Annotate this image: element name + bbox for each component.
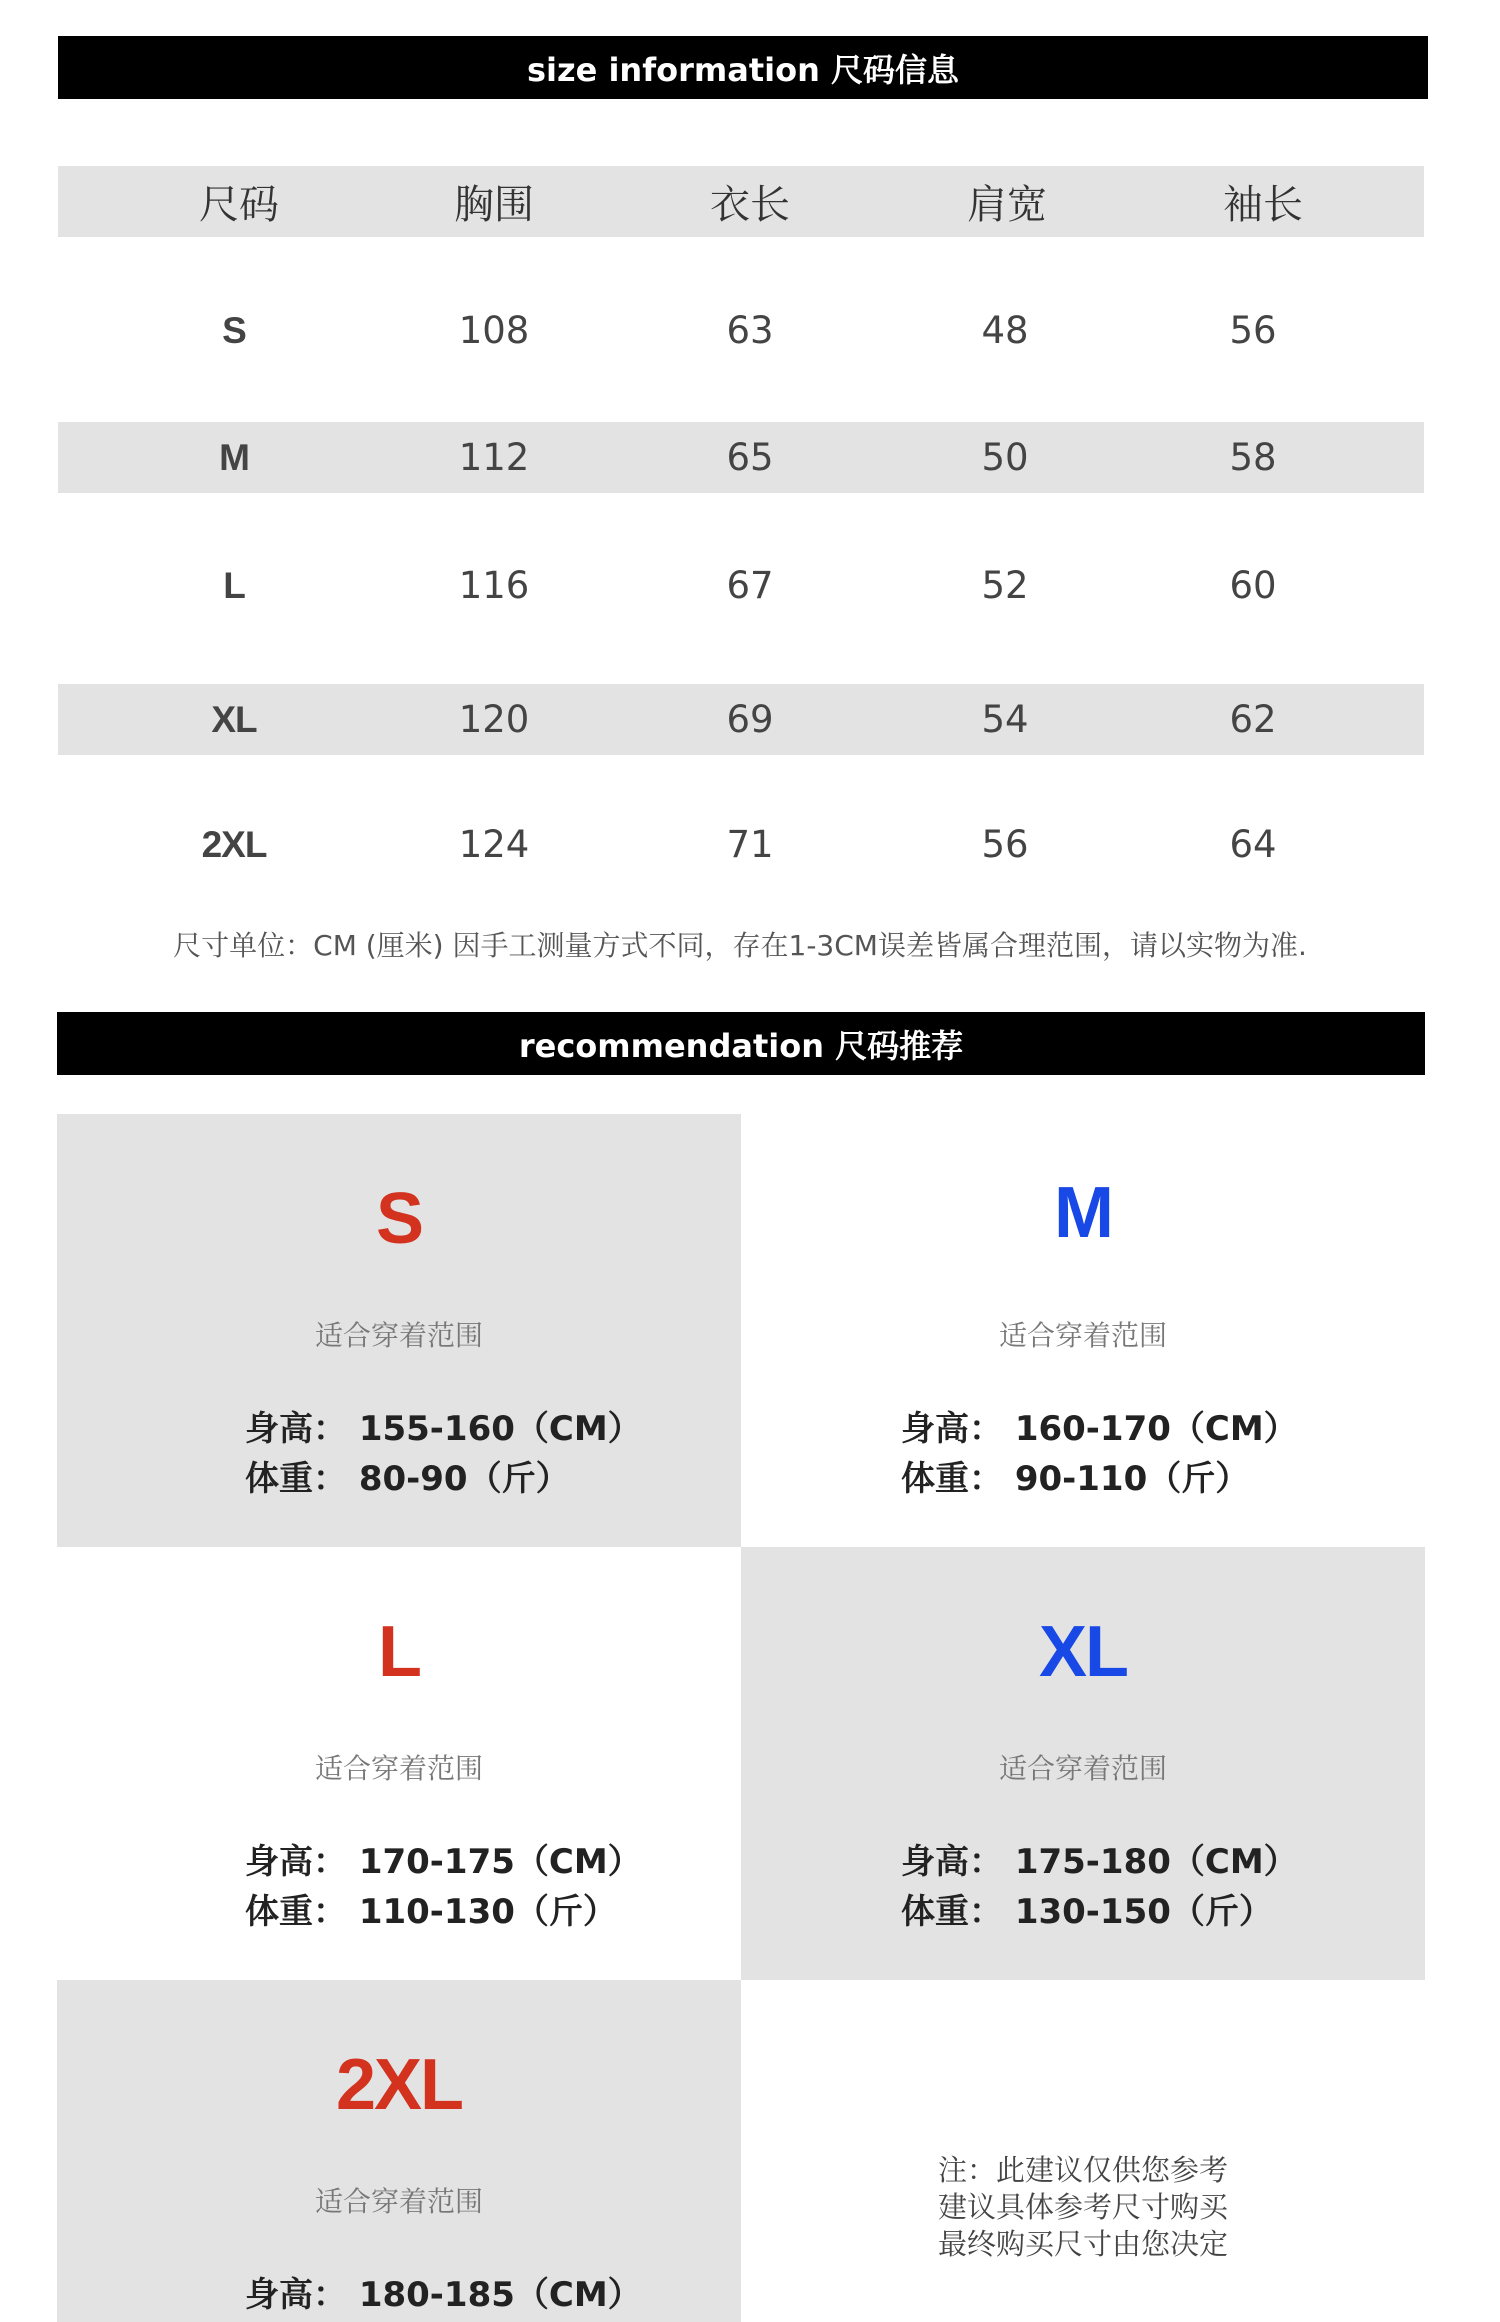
advice-line: 最终购买尺寸由您决定 xyxy=(937,2227,1228,2261)
recommendation-card-2xl xyxy=(57,1980,741,2322)
size-information-banner xyxy=(58,36,1428,99)
advice-note-card xyxy=(741,1980,1425,2322)
weight-range: 体重： 80-90（斤） xyxy=(245,1459,570,1499)
advice-line: 建议具体参考尺寸购买 xyxy=(937,2190,1228,2224)
sleeve-value: 60 xyxy=(1229,564,1277,607)
fit-range-label: 适合穿着范围 xyxy=(998,1752,1167,1785)
body-measurements xyxy=(901,1404,1298,1504)
shoulder-value: 50 xyxy=(981,436,1029,479)
length-value: 65 xyxy=(726,436,774,479)
header-shoulder: 肩宽 xyxy=(967,182,1047,228)
chest-value: 112 xyxy=(458,436,530,479)
shoulder-value: 48 xyxy=(981,309,1029,352)
table-row xyxy=(58,550,1424,621)
table-row xyxy=(58,422,1424,493)
body-measurements xyxy=(245,2270,642,2320)
fit-range-label: 适合穿着范围 xyxy=(314,1319,483,1352)
size-table-header xyxy=(58,166,1424,237)
recommendation-title: recommendation 尺码推荐 xyxy=(518,1026,964,1065)
table-row xyxy=(58,684,1424,755)
body-measurements xyxy=(901,1837,1298,1937)
recommendation-card-l xyxy=(57,1547,741,1980)
length-value: 67 xyxy=(726,564,774,607)
fit-range-label: 适合穿着范围 xyxy=(314,2185,483,2218)
size-information-title: size information 尺码信息 xyxy=(526,50,960,89)
shoulder-value: 52 xyxy=(981,564,1029,607)
fit-range-label: 适合穿着范围 xyxy=(998,1319,1167,1352)
rec-size-label: L xyxy=(378,1612,420,1692)
sleeve-value: 58 xyxy=(1229,436,1277,479)
measurement-unit-note: 尺寸单位：CM (厘米) 因手工测量方式不同，存在1-3CM误差皆属合理范围，请以实物为准. xyxy=(173,929,1307,962)
sleeve-value: 64 xyxy=(1229,823,1277,866)
recommendation-card-s xyxy=(57,1114,741,1547)
table-row xyxy=(58,809,1424,880)
recommendation-card-m xyxy=(741,1114,1425,1547)
header-sleeve: 袖长 xyxy=(1223,182,1303,228)
height-range: 身高： 180-185（CM） xyxy=(245,2275,642,2315)
chest-value: 108 xyxy=(458,309,530,352)
length-value: 71 xyxy=(726,823,774,866)
body-measurements xyxy=(245,1837,642,1937)
size-xl-label: XL xyxy=(211,698,257,740)
height-range: 身高： 175-180（CM） xyxy=(901,1842,1298,1882)
height-range: 身高： 155-160（CM） xyxy=(245,1409,642,1449)
weight-range: 体重： 130-150（斤） xyxy=(901,1892,1273,1932)
table-row xyxy=(58,295,1424,366)
height-range: 身高： 160-170（CM） xyxy=(901,1409,1298,1449)
header-length: 衣长 xyxy=(710,182,790,228)
sleeve-value: 62 xyxy=(1229,698,1277,741)
size-l-label: L xyxy=(223,564,245,606)
size-s-label: S xyxy=(222,309,246,351)
rec-size-label: S xyxy=(375,1179,423,1259)
height-range: 身高： 170-175（CM） xyxy=(245,1842,642,1882)
header-size: 尺码 xyxy=(199,182,279,228)
chest-value: 124 xyxy=(458,823,530,866)
length-value: 63 xyxy=(726,309,774,352)
body-measurements xyxy=(245,1404,642,1504)
shoulder-value: 56 xyxy=(981,823,1029,866)
rec-size-label: M xyxy=(1054,1173,1112,1253)
advice-note xyxy=(741,2152,1425,2263)
rec-size-label: 2XL xyxy=(335,2045,463,2125)
weight-range: 体重： 90-110（斤） xyxy=(901,1459,1250,1499)
size-m-label: M xyxy=(219,436,249,478)
chest-value: 116 xyxy=(458,564,530,607)
length-value: 69 xyxy=(726,698,774,741)
recommendation-card-xl xyxy=(741,1547,1425,1980)
chest-value: 120 xyxy=(458,698,530,741)
weight-range: 体重： 110-130（斤） xyxy=(245,1892,617,1932)
fit-range-label: 适合穿着范围 xyxy=(314,1752,483,1785)
size-2xl-label: 2XL xyxy=(201,823,267,865)
recommendation-banner xyxy=(57,1012,1425,1075)
advice-line: 注：此建议仅供您参考 xyxy=(937,2153,1228,2187)
shoulder-value: 54 xyxy=(981,698,1029,741)
header-chest: 胸围 xyxy=(454,182,534,228)
rec-size-label: XL xyxy=(1038,1612,1127,1692)
sleeve-value: 56 xyxy=(1229,309,1277,352)
